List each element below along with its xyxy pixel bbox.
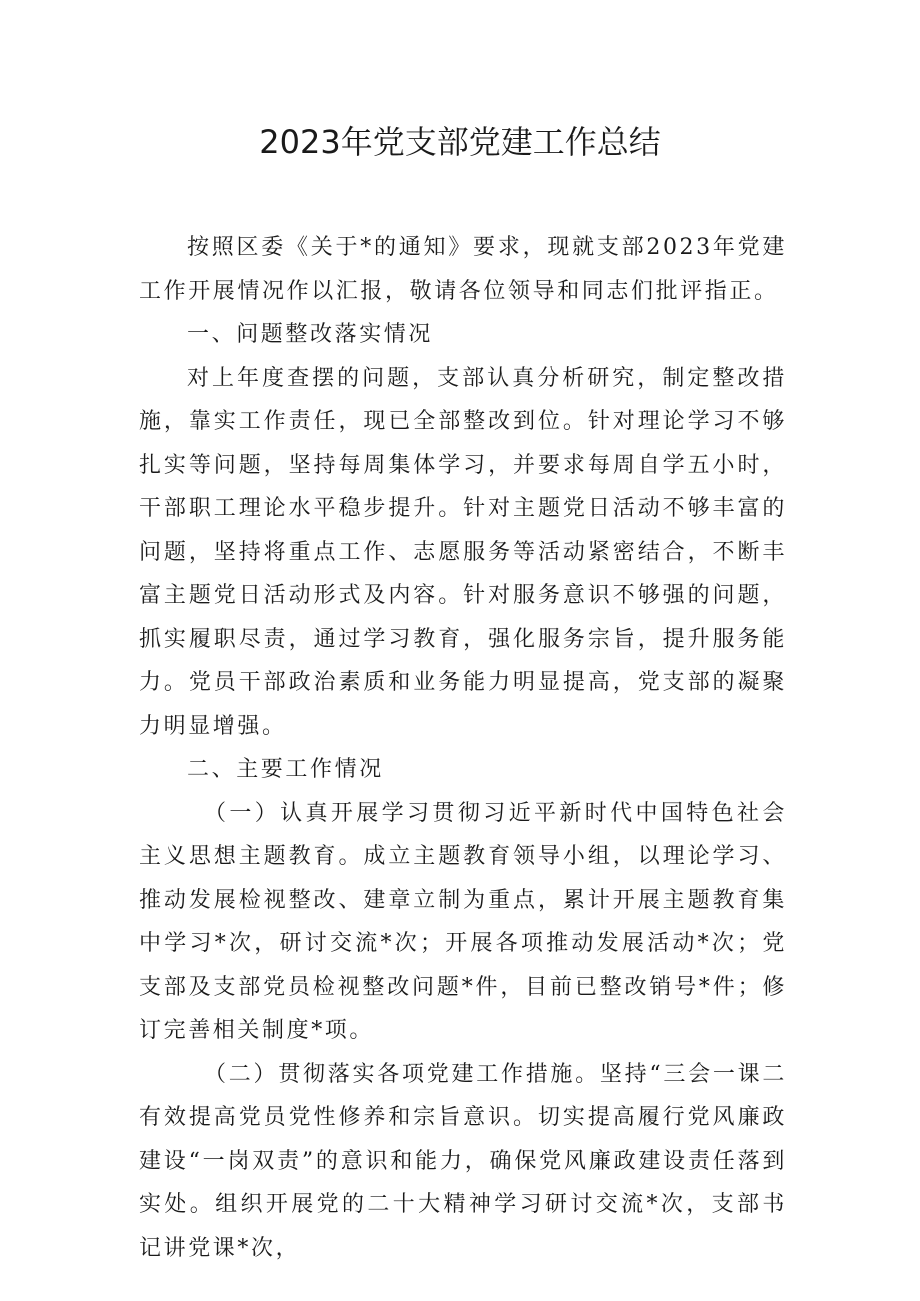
document-title: 2023年党支部党建工作总结 — [259, 123, 661, 161]
section-heading-1: 一、问题整改落实情况 — [187, 322, 434, 347]
section-1-paragraph: 对上年度查摆的问题，支部认真分析研究，制定整改措施，靠实工作责任，现已全部整改到位。针对理论学习不够扎实等问题，坚持每周集体学习，并要求每周自学五小时，干部职工理论水平稳步提升。针对主题党日活动不够丰富的问题，坚持将重点工作、志愿服务等活动紧密结合，不断丰富主题党日活动形式及内容。针对服务意识不够强的问题，抓实履职尽责，通过学习教育，强化服务宗旨，提升服务能力。党员干部政治素质和业务能力明显提高，党支部的凝聚力明显增强。 — [139, 365, 787, 739]
section-2-item-2: （二）贯彻落实各项党建工作措施。坚持“三会一课二有效提高党员党性修养和宗旨意识。切实提高履行党风廉政建设“一岗双责”的意识和能力，确保党风廉政建设责任落到实处。组织开展党的二十大精神学习研讨交流*次，支部书记讲党课*次， — [139, 1061, 787, 1261]
intro-paragraph: 按照区委《关于*的通知》要求，现就支部2023年党建工作开展情况作以汇报，敬请各位领导和同志们批评指正。 — [139, 235, 787, 304]
section-2-item-1: （一）认真开展学习贯彻习近平新时代中国特色社会主义思想主题教育。成立主题教育领导小组，以理论学习、推动发展检视整改、建章立制为重点，累计开展主题教育集中学习*次，研讨交流*次；开展各项推动发展活动*次；党支部及支部党员检视整改问题*件，目前已整改销号*件；修订完善相关制度*项。 — [139, 800, 787, 1043]
section-heading-2: 二、主要工作情况 — [187, 757, 384, 782]
document-body — [139, 226, 787, 1270]
